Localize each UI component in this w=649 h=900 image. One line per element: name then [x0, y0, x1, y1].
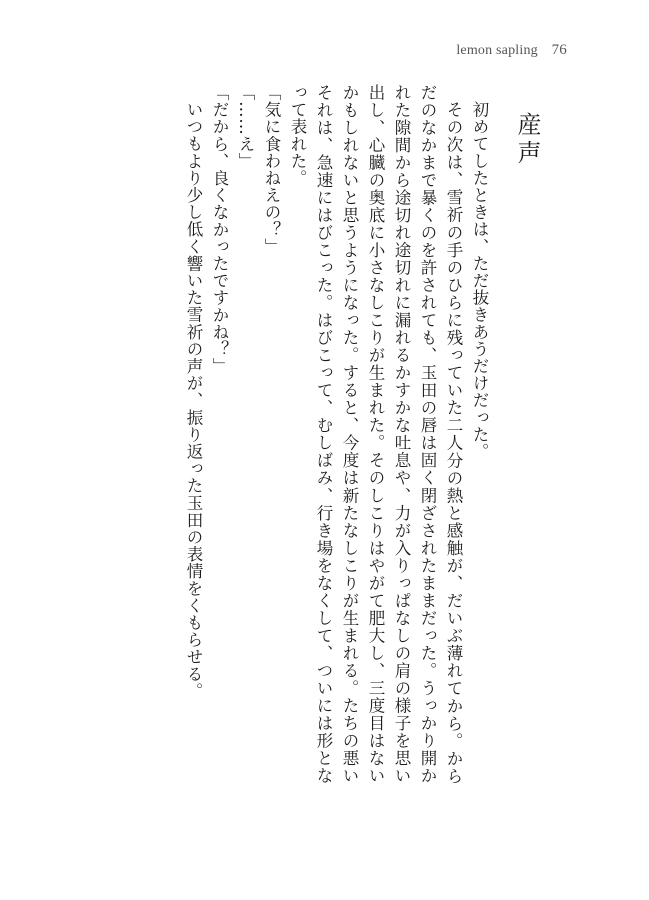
- chapter-title: 産声: [513, 112, 541, 168]
- paragraph: その次は、雪祈の手のひらに残っていた二人分の熱と感触が、だいぶ薄れてから。からだのなかまで暴くのを許されても、玉田の唇は固く閉ざされたままだった。うっかり開かれた隙間から途切れ途切れに漏れるかすかな吐息や、力が入りっぱなしの肩の様子を思い出し、心臓の奥底に小さなしこりが生まれた。そのしこりはやがて肥大し、三度目はないかもしれないと思うようになった。すると、今度は新たなしこりが生まれる。たちの悪いそれは、急速にはびこった。はびこって、むしばみ、行き場をなくして、ついには形となって表れた。: [288, 84, 463, 784]
- dialogue-line: 「……え」: [236, 84, 255, 170]
- paragraph: いつもより少し低く響いた雪祈の声が、振り返った玉田の表情をくもらせる。: [184, 100, 203, 699]
- paragraph: 初めてしたときは、ただ抜きあうだけだった。: [470, 100, 489, 460]
- running-head-book-title: lemon sapling: [456, 43, 538, 58]
- running-head: [456, 42, 567, 59]
- dialogue-line: 「だから、良くなかったですかね？」: [210, 84, 229, 375]
- page-number: 76: [551, 42, 567, 58]
- body-text: [112, 84, 492, 784]
- dialogue-line: 「気に食わねえの？」: [262, 84, 281, 255]
